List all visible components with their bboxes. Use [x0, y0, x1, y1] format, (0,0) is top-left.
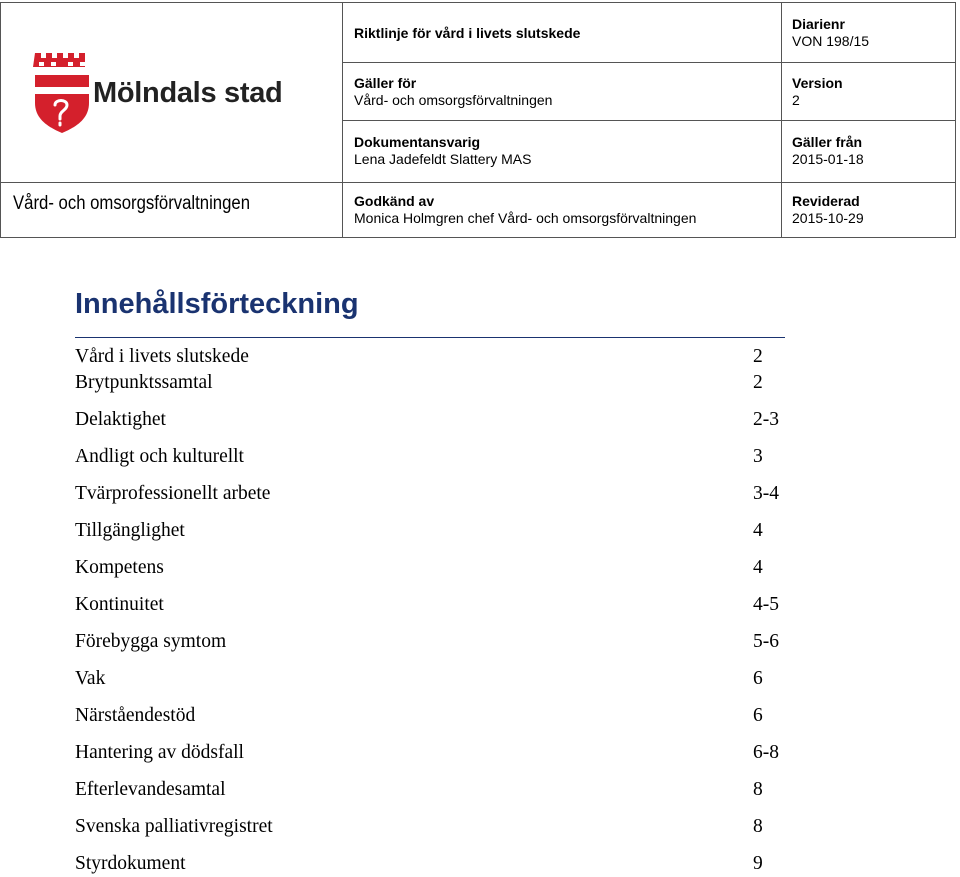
version-label: Version [792, 75, 843, 91]
godkand-av-cell [354, 193, 696, 227]
toc-entry[interactable] [75, 667, 795, 691]
toc-entry-page: 2-3 [753, 409, 779, 430]
toc-entry-page: 6 [753, 705, 763, 726]
document-title-cell [354, 25, 580, 42]
toc-entry[interactable] [75, 482, 795, 506]
toc-entry-page: 6-8 [753, 742, 779, 763]
toc-entry-page: 3 [753, 446, 763, 467]
toc-entry[interactable] [75, 371, 795, 395]
document-title: Riktlinje för vård i livets slutskede [354, 25, 581, 41]
reviderad-value: 2015-10-29 [792, 210, 864, 226]
godkand-av-label: Godkänd av [354, 193, 435, 209]
galler-for-cell [354, 75, 552, 109]
toc-entry-page: 9 [753, 853, 763, 874]
version-value: 2 [792, 92, 800, 108]
toc-entry[interactable] [75, 556, 795, 580]
toc-entry-title: Andligt och kulturellt [75, 446, 244, 467]
coat-of-arms-icon [33, 49, 91, 135]
row-divider [1, 182, 956, 183]
toc-entry[interactable] [75, 815, 795, 839]
toc-entry-page: 4-5 [753, 594, 779, 615]
toc-entry-title: Kompetens [75, 557, 164, 578]
toc-entry[interactable] [75, 852, 795, 876]
toc-entry-title: Närståendestöd [75, 705, 196, 726]
toc-entry-page: 5-6 [753, 631, 779, 652]
toc-entry-title: Förebygga symtom [75, 631, 227, 652]
toc-entry[interactable] [75, 778, 795, 802]
toc-entry[interactable] [75, 741, 795, 765]
galler-fran-value: 2015-01-18 [792, 151, 864, 167]
toc-heading: Innehållsförteckning [75, 288, 359, 320]
toc-entry-page: 8 [753, 816, 763, 837]
toc-entry-title: Hantering av dödsfall [75, 742, 244, 763]
toc-entry-title: Tvärprofessionellt arbete [75, 483, 271, 504]
toc-entry[interactable] [75, 445, 795, 469]
toc-entry-title: Brytpunktssamtal [75, 372, 213, 393]
toc-entry-title: Vak [75, 668, 106, 689]
row-divider [342, 120, 956, 121]
toc-entry-title: Vård i livets slutskede [75, 346, 249, 367]
toc-entry[interactable] [75, 593, 795, 617]
galler-for-value: Vård- och omsorgsförvaltningen [354, 92, 553, 108]
toc-entry-page: 2 [753, 372, 763, 393]
toc-entry-title: Tillgänglighet [75, 520, 185, 541]
toc-entry[interactable] [75, 408, 795, 432]
diarienr-value: VON 198/15 [792, 33, 870, 49]
toc-entry[interactable] [75, 704, 795, 728]
toc-entry[interactable] [75, 630, 795, 654]
toc-entry-title: Styrdokument [75, 853, 186, 874]
galler-for-label: Gäller för [354, 75, 417, 91]
toc-entry-page: 4 [753, 520, 763, 541]
toc-heading-rule [75, 337, 785, 338]
molndals-stad-logo [33, 49, 283, 139]
toc-entry[interactable] [75, 345, 795, 369]
dokumentansvarig-cell [354, 134, 531, 168]
toc-entry-page: 6 [753, 668, 763, 689]
toc-entry-page: 2 [753, 346, 763, 367]
toc-entry-title: Kontinuitet [75, 594, 164, 615]
diarienr-label: Diarienr [792, 16, 845, 32]
toc-entry-page: 3-4 [753, 483, 779, 504]
logo-wordmark: Mölndals stad [93, 77, 283, 109]
row-divider [342, 62, 956, 63]
document-header-table [0, 2, 956, 238]
organization-name: Vård- och omsorgsförvaltningen [13, 193, 250, 214]
dokumentansvarig-label: Dokumentansvarig [354, 134, 481, 150]
toc-entry-page: 4 [753, 557, 763, 578]
toc-entry-title: Delaktighet [75, 409, 166, 430]
galler-fran-cell [792, 134, 864, 168]
toc-entry-page: 8 [753, 779, 763, 800]
dokumentansvarig-value: Lena Jadefeldt Slattery MAS [354, 151, 532, 167]
reviderad-label: Reviderad [792, 193, 860, 209]
diarienr-cell [792, 16, 869, 50]
toc-entry-title: Efterlevandesamtal [75, 779, 226, 800]
reviderad-cell [792, 193, 864, 227]
galler-fran-label: Gäller från [792, 134, 863, 150]
toc-entry[interactable] [75, 519, 795, 543]
toc-entry-title: Svenska palliativregistret [75, 816, 273, 837]
version-cell [792, 75, 843, 109]
godkand-av-value: Monica Holmgren chef Vård- och omsorgsförvaltningen [354, 210, 697, 226]
